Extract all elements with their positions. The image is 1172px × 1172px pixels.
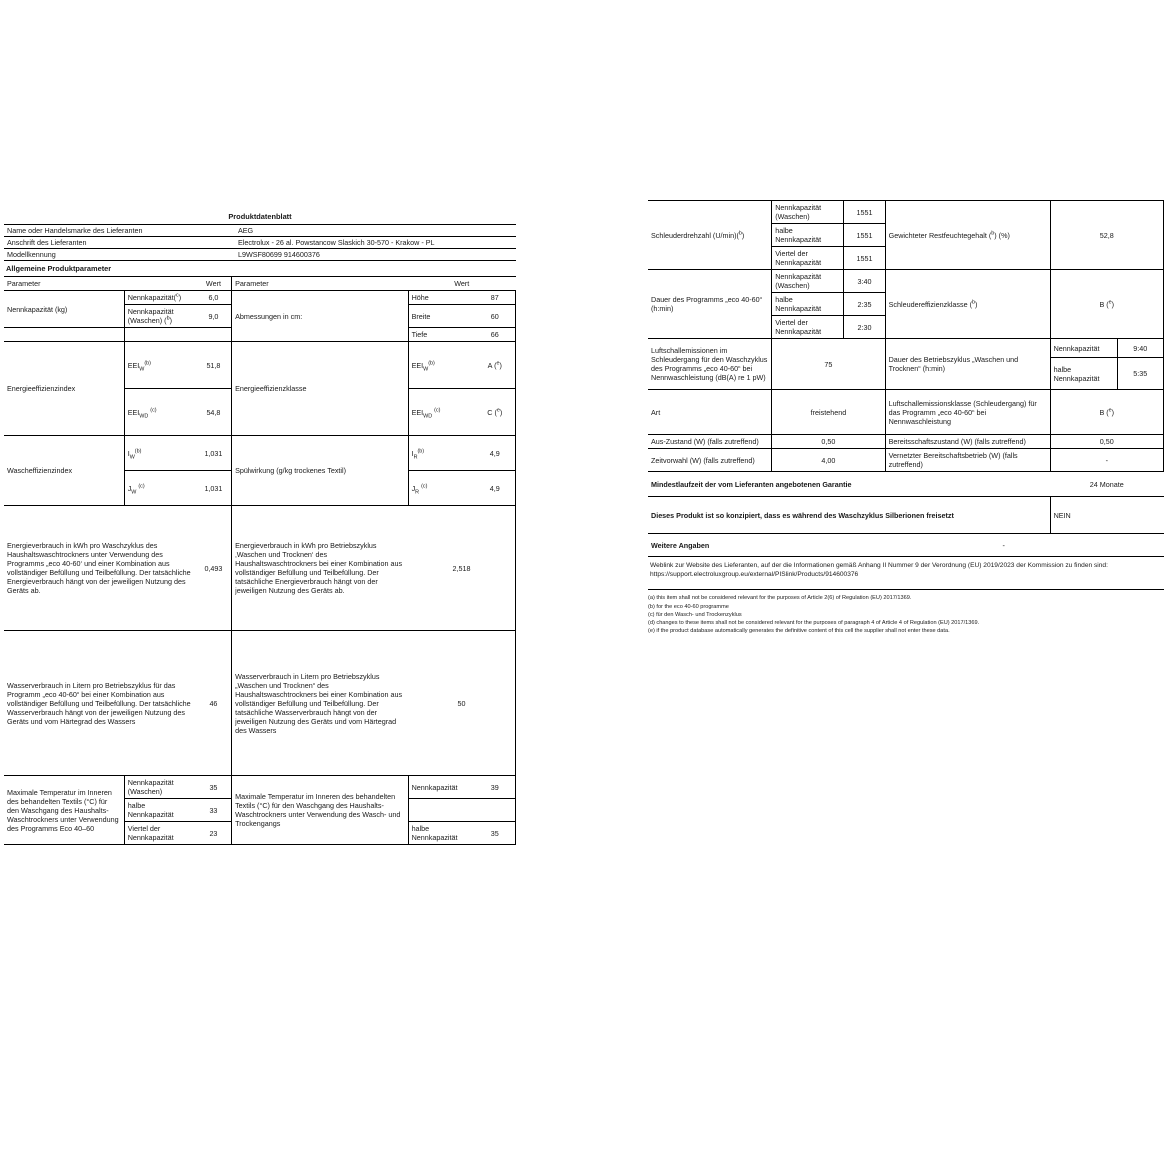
rinsing-label: Spülwirkung (g/kg trockenes Textil) bbox=[232, 436, 408, 506]
warranty-value: 24 Monate bbox=[1050, 472, 1163, 497]
eei-class-wd-label: $EEI_{WD}$ $^{(c)}$ bbox=[408, 389, 474, 436]
max-temp-washdry-half-value: 35 bbox=[475, 822, 516, 845]
cycle-duration-rated-value: 9:40 bbox=[1117, 339, 1163, 358]
col-header-parameter-2: Parameter bbox=[232, 277, 408, 291]
right-parameters-table bbox=[648, 200, 1164, 557]
eei-label: Energieeffizienzindex bbox=[4, 342, 124, 436]
rinsing-ir-label: $I_R^{(b)}$ bbox=[408, 436, 474, 471]
supplier-value: AEG bbox=[235, 225, 516, 237]
program-duration-label: Dauer des Programms „eco 40-60“ (h:min) bbox=[648, 270, 772, 339]
cycle-duration-rated-label: Nennkapazität bbox=[1050, 339, 1117, 358]
energy-consumption-washdry-value: 2,518 bbox=[408, 506, 515, 631]
delay-start-label: Zeitvorwahl (W) (falls zutreffend) bbox=[648, 449, 772, 472]
off-mode-value: 0,50 bbox=[772, 435, 885, 449]
rated-capacity-wash-value: 9,0 bbox=[196, 305, 232, 328]
standby-mode-label: Bereitsschaftszustand (W) (falls zutreffend) bbox=[885, 435, 1050, 449]
supplier-label: Name oder Handelsmarke des Lieferanten bbox=[4, 225, 235, 237]
energy-consumption-wash-label: Energieverbrauch in kWh pro Waschzyklus des Haushaltswaschtrockners unter Verwendung des Programms „eco 40-60‘ und einer Kombination aus vollständiger Befüllung und Teilbefüllung. Der tatsächliche Energieverbrauch hängt von der jeweiligen Nutzung des Geräts ab. bbox=[4, 506, 196, 631]
off-mode-label: Aus-Zustand (W) (falls zutreffend) bbox=[648, 435, 772, 449]
spin-speed-half-label: halbe Nennkapazität bbox=[772, 224, 844, 247]
networked-standby-value: - bbox=[1050, 449, 1163, 472]
dimension-depth-value: 66 bbox=[475, 328, 516, 342]
warranty-label: Mindestlaufzeit der vom Lieferanten angebotenen Garantie bbox=[648, 472, 1050, 497]
spin-speed-half-value: 1551 bbox=[844, 224, 885, 247]
rated-capacity-label: Nennkapazität (kg) bbox=[4, 291, 124, 328]
washing-efficiency-jw-label: $J_W$ $^{(c)}$ bbox=[124, 471, 196, 506]
address-label: Anschrift des Lieferanten bbox=[4, 237, 235, 249]
spin-class-label: Schleudereffizienzklasse ($^b$) bbox=[885, 270, 1050, 339]
rinsing-jr-value: 4,9 bbox=[475, 471, 516, 506]
airborne-noise-value: 75 bbox=[772, 339, 885, 390]
page-title: Produktdatenblatt bbox=[228, 212, 292, 221]
max-temp-wash-rated-value: 35 bbox=[196, 776, 232, 799]
eei-class-wd-value: C ($^e$) bbox=[475, 389, 516, 436]
networked-standby-label: Vernetzter Bereitschaftsbetrieb (W) (falls zutreffend) bbox=[885, 449, 1050, 472]
max-temperature-washdry-label: Maximale Temperatur im Inneren des behandelten Textils (°C) für den Waschgang des Haushalts-Waschtrockners unter Verwendung des Wasch- und Trockengangs bbox=[232, 776, 408, 845]
further-info-label: Weitere Angaben bbox=[648, 534, 844, 557]
eei-class-label: Energieeffizienzklasse bbox=[232, 342, 408, 436]
max-temp-wash-half-value: 33 bbox=[196, 799, 232, 822]
rated-capacity-wash-label: Nennkapazität (Waschen) ($^b$) bbox=[124, 305, 196, 328]
max-temp-washdry-spacer-label bbox=[408, 799, 474, 822]
max-temp-washdry-rated-label: Nennkapazität bbox=[408, 776, 474, 799]
spin-speed-quarter-label: Viertel der Nennkapazität bbox=[772, 247, 844, 270]
col-header-value-1: Wert bbox=[196, 277, 232, 291]
noise-class-label: Luftschallemissionsklasse (Schleudergang) für das Programm „eco 40-60“ bei Nennwaschleistung bbox=[885, 390, 1050, 435]
left-column bbox=[4, 212, 516, 845]
max-temp-wash-quarter-value: 23 bbox=[196, 822, 232, 845]
program-duration-half-value: 2:35 bbox=[844, 293, 885, 316]
program-duration-rated-value: 3:40 bbox=[844, 270, 885, 293]
eei-w-value: 51,8 bbox=[196, 342, 232, 389]
col-header-parameter-1: Parameter bbox=[4, 277, 196, 291]
water-consumption-wash-value: 46 bbox=[196, 631, 232, 776]
model-label: Modellkennung bbox=[4, 249, 235, 261]
dimension-height-value: 87 bbox=[475, 291, 516, 305]
max-temp-washdry-spacer-value bbox=[475, 799, 516, 822]
further-info-value: - bbox=[844, 534, 1164, 557]
spin-speed-label: Schleuderdrehzahl (U/min)($^b$) bbox=[648, 201, 772, 270]
spacer-cell-value bbox=[196, 328, 232, 342]
spacer-cell-mid bbox=[124, 328, 196, 342]
rated-capacity-c-value: 6,0 bbox=[196, 291, 232, 305]
eei-class-w-value: A ($^e$) bbox=[475, 342, 516, 389]
type-label: Art bbox=[648, 390, 772, 435]
noise-class-value: B ($^e$) bbox=[1050, 390, 1163, 435]
footnote-e: (e) if the product database automatically generates the definitive content of this cell the supplier shall not enter these data. bbox=[648, 627, 950, 634]
spin-class-value: B ($^e$) bbox=[1050, 270, 1163, 339]
max-temp-wash-quarter-label: Viertel der Nennkapazität bbox=[124, 822, 196, 845]
water-consumption-wash-label: Wasserverbrauch in Litern pro Betriebszyklus für das Programm „eco 40-60“ bei einer Kombination aus vollständiger Befüllung und Teilbefüllung. Der tatsächliche Wasserverbrauch hängt von der jeweiligen Nutzung des Geräts und vom Härtegrad des Wassers bbox=[4, 631, 196, 776]
col-header-value-2: Wert bbox=[408, 277, 515, 291]
max-temp-washdry-half-label: halbe Nennkapazität bbox=[408, 822, 474, 845]
footnote-d: (d) changes to these items shall not be considered relevant for the purposes of paragraph 4 of Article 4 of Regulation (EU) 2017/1369. bbox=[648, 619, 980, 626]
rated-capacity-c-label: Nennkapazität($^c$) bbox=[124, 291, 196, 305]
spin-speed-rated-label: Nennkapazität (Waschen) bbox=[772, 201, 844, 224]
airborne-noise-label: Luftschallemissionen im Schleudergang für den Waschzyklus des Programms „eco 40-60“ bei Nennwaschleistung (dB(A) re 1 pW) bbox=[648, 339, 772, 390]
dimension-height-label: Höhe bbox=[408, 291, 474, 305]
residual-moisture-label: Gewichteter Restfeuchtegehalt ($^b$) (%) bbox=[885, 201, 1050, 270]
footnote-a: (a) this item shall not be considered relevant for the purposes of Article 2(6) of Regulation (EU) 2017/1369. bbox=[648, 595, 912, 602]
standby-mode-value: 0,50 bbox=[1050, 435, 1163, 449]
supplier-weblink[interactable]: Weblink zur Website des Lieferanten, auf der die Informationen gemäß Anhang II Nummer 9 der Verordnung (EU) 2019/2023 der Kommission zu finden sind: https://support.electroluxgroup.eu/external/PISlink/Products/914600376 bbox=[650, 562, 1108, 579]
program-duration-half-label: halbe Nennkapazität bbox=[772, 293, 844, 316]
program-duration-rated-label: Nennkapazität (Waschen) bbox=[772, 270, 844, 293]
rinsing-jr-label: $J_R$ $^{(c)}$ bbox=[408, 471, 474, 506]
washing-efficiency-label: Wascheffizienzindex bbox=[4, 436, 124, 506]
max-temp-washdry-rated-value: 39 bbox=[475, 776, 516, 799]
dimension-width-value: 60 bbox=[475, 305, 516, 328]
max-temperature-wash-label: Maximale Temperatur im Inneren des behandelten Textils (°C) für den Waschgang des Haushalts-Waschtrockners unter Verwendung des Programms Eco 40–60 bbox=[4, 776, 124, 845]
energy-consumption-wash-value: 0,493 bbox=[196, 506, 232, 631]
footnote-c: (c) für den Wasch- und Trockenzyklus bbox=[648, 611, 742, 618]
spin-speed-rated-value: 1551 bbox=[844, 201, 885, 224]
cycle-duration-label: Dauer des Betriebszyklus „Waschen und Trocknen“ (h:min) bbox=[885, 339, 1050, 390]
residual-moisture-value: 52,8 bbox=[1050, 201, 1163, 270]
washing-efficiency-iw-value: 1,031 bbox=[196, 436, 232, 471]
eei-wd-value: 54,8 bbox=[196, 389, 232, 436]
spin-speed-quarter-value: 1551 bbox=[844, 247, 885, 270]
model-value: L9WSF80699 914600376 bbox=[235, 249, 516, 261]
header-table bbox=[4, 224, 516, 261]
max-temp-wash-rated-label: Nennkapazität (Waschen) bbox=[124, 776, 196, 799]
type-value: freistehend bbox=[772, 390, 885, 435]
spacer-cell-left bbox=[4, 328, 124, 342]
footnotes bbox=[648, 589, 1164, 635]
water-consumption-washdry-label: Wasserverbrauch in Litern pro Betriebszyklus „Waschen und Trocknen“ des Haushaltswaschtrockners bei einer Kombination aus vollständiger Befüllung und Teilbefüllung. Der tatsächliche Wasserverbrauch hängt von der jeweiligen Nutzung des Geräts und vom Härtegrad des Wassers bbox=[232, 631, 408, 776]
program-duration-quarter-label: Viertel der Nennkapazität bbox=[772, 316, 844, 339]
dimensions-label: Abmessungen in cm: bbox=[232, 291, 408, 342]
cycle-duration-half-value: 5:35 bbox=[1117, 358, 1163, 390]
delay-start-value: 4,00 bbox=[772, 449, 885, 472]
max-temp-wash-half-label: halbe Nennkapazität bbox=[124, 799, 196, 822]
eei-w-label: $EEI_W^{(b)}$ bbox=[124, 342, 196, 389]
washing-efficiency-jw-value: 1,031 bbox=[196, 471, 232, 506]
washing-efficiency-iw-label: $I_W^{(b)}$ bbox=[124, 436, 196, 471]
water-consumption-washdry-value: 50 bbox=[408, 631, 515, 776]
dimension-width-label: Breite bbox=[408, 305, 474, 328]
general-parameters-table bbox=[4, 276, 516, 845]
dimension-depth-label: Tiefe bbox=[408, 328, 474, 342]
eei-class-w-label: $EEI_W^{(b)}$ bbox=[408, 342, 474, 389]
silver-ions-label: Dieses Produkt ist so konzipiert, dass es während des Waschzyklus Silberionen freisetzt bbox=[648, 497, 1050, 534]
general-parameters-heading: Allgemeine Produktparameter bbox=[6, 264, 112, 273]
address-value: Electrolux - 26 al. Powstancow Slaskich 30-570 - Krakow - PL bbox=[235, 237, 516, 249]
eei-wd-label: $EEI_{WD}$ $^{(c)}$ bbox=[124, 389, 196, 436]
energy-consumption-washdry-label: Energieverbrauch in kWh pro Betriebszyklus ‚Waschen und Trocknen‘ des Haushaltswaschtrockners bei einer Kombination aus vollständiger Befüllung und Teilbefüllung. Der tatsächliche Energieverbrauch hängt von der jeweiligen Nutzung des Geräts ab. bbox=[232, 506, 408, 631]
footnote-b: (b) for the eco 40-60 programme bbox=[648, 603, 729, 610]
cycle-duration-half-label: halbe Nennkapazität bbox=[1050, 358, 1117, 390]
silver-ions-value: NEIN bbox=[1050, 497, 1163, 534]
rinsing-ir-value: 4,9 bbox=[475, 436, 516, 471]
right-column bbox=[648, 200, 1164, 635]
program-duration-quarter-value: 2:30 bbox=[844, 316, 885, 339]
